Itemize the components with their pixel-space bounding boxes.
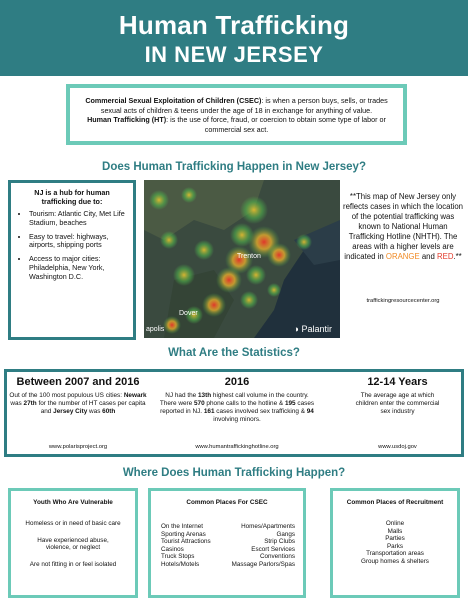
section-title-nj: Does Human Trafficking Happen in New Jersey? [102,161,366,173]
recruitment-list [333,520,457,566]
hub-heading: NJ is a hub for human trafficking due to: [34,188,110,206]
definitions-text [70,88,403,134]
csec-definition: : is when a person buys, sells, or trades sexual acts of children & teens under the age of 18 in exchange for anything of value. [100,96,388,115]
box-heading: Common Places For CSEC [186,499,268,506]
definitions-box [66,84,407,145]
box-item: Are not fitting in or feel isolated [29,560,117,568]
hub-list [11,210,133,282]
ht-definition: : is the use of force, fraud, or coercion to obtain some type of labor or commercial sex act. [166,115,386,134]
page-header [0,0,468,76]
stat-2016 [157,372,317,454]
hub-item: • Easy to travel: highways, airports, shipping ports [29,233,127,251]
box-heading: Common Places of Recruitment [346,499,444,506]
hub-item: • Access to major cities: Philadelphia, New York, Washington D.C. [29,255,127,281]
box-item: Conventions [259,553,295,561]
vulnerable-youth-box [8,488,138,598]
box-item: Strip Clubs [264,538,295,546]
orange-label: ORANGE [385,252,420,261]
csec-right-list [221,523,295,569]
box-item: Massage Parlors/Spas [231,560,295,568]
box-item: On the Internet [161,523,204,530]
stat-title: 2016 [224,376,250,388]
stat-source: www.polarisproject.org [48,444,108,450]
palantir-logo: ◑ Palantir [293,324,332,334]
csec-term: Commercial Sexual Exploitation of Children (CSEC) [85,96,262,105]
box-item: Have experienced abuse, violence, or neglect [37,536,109,552]
box-heading: Youth Who Are Vulnerable [33,499,113,506]
stat-text: The average age at which children enter the commercial sex industry [355,392,440,415]
box-item: Tourist Attractions [161,538,211,546]
section-title-stats: What Are the Statistics? [168,347,300,359]
box-item: Hotels/Motels [161,560,200,568]
csec-places-box [148,488,306,598]
box-item: Gangs [276,530,295,538]
ht-term: Human Trafficking (HT) [87,115,167,125]
recruitment-places-box [330,488,460,598]
map-note: **This map of New Jersey only reflects cases in which the location of the potential trafficking was known to National Human Trafficking Hotline (NHTH). The areas with a higher levels are indicated in ORANGE and RED.** [342,192,464,261]
box-item: Truck Stops [161,553,195,561]
box-item: Casinos [161,545,184,553]
box-item: Online [385,520,405,527]
page-subtitle: IN NEW JERSEY [144,42,324,67]
heat-map [144,180,340,338]
box-item: Parties [385,535,405,543]
box-item: Group homes & shelters [361,557,429,565]
box-item: Parks [386,542,404,550]
stat-2007-2016 [9,372,147,454]
statistics-box [4,369,464,457]
stat-source: www.usdoj.gov [378,444,417,450]
box-item: Sporting Arenas [161,530,206,538]
map-label: Trenton [237,253,261,260]
page-title: Human Trafficking [118,10,350,40]
stat-text: Out of the 100 most populous US cities: Newark was 27th for the number of HT cases per capita and Jersey City was 60th [9,392,147,415]
stat-text: NJ had the 13th highest call volume in the country. There were 570 phone calls to the hotline & 195 cases reported in NJ. 161 cases involved sex trafficking & 94 involving minors. [159,392,315,423]
hub-item: • Tourism: Atlantic City, Met Life Stadium, beaches [29,210,127,228]
box-item: Homes/Apartments [241,523,295,530]
stat-title: 12-14 Years [367,376,428,388]
box-item: Escort Services [251,545,295,553]
box-item: Homeless or in need of basic care [25,520,121,527]
red-label: RED [437,252,454,261]
stat-source: www.humantraffickinghotline.org [195,444,279,450]
stat-age [335,372,460,454]
section-title-where: Where Does Human Trafficking Happen? [122,467,346,479]
box-item: Transportation areas [366,550,424,558]
map-label: Dover [179,310,198,317]
map-label: apolis [146,326,165,333]
box-item: Malls [387,527,403,535]
hub-box [8,180,136,340]
map-source: traffickingresourcecenter.org [366,298,440,304]
stat-title: Between 2007 and 2016 [16,376,140,388]
